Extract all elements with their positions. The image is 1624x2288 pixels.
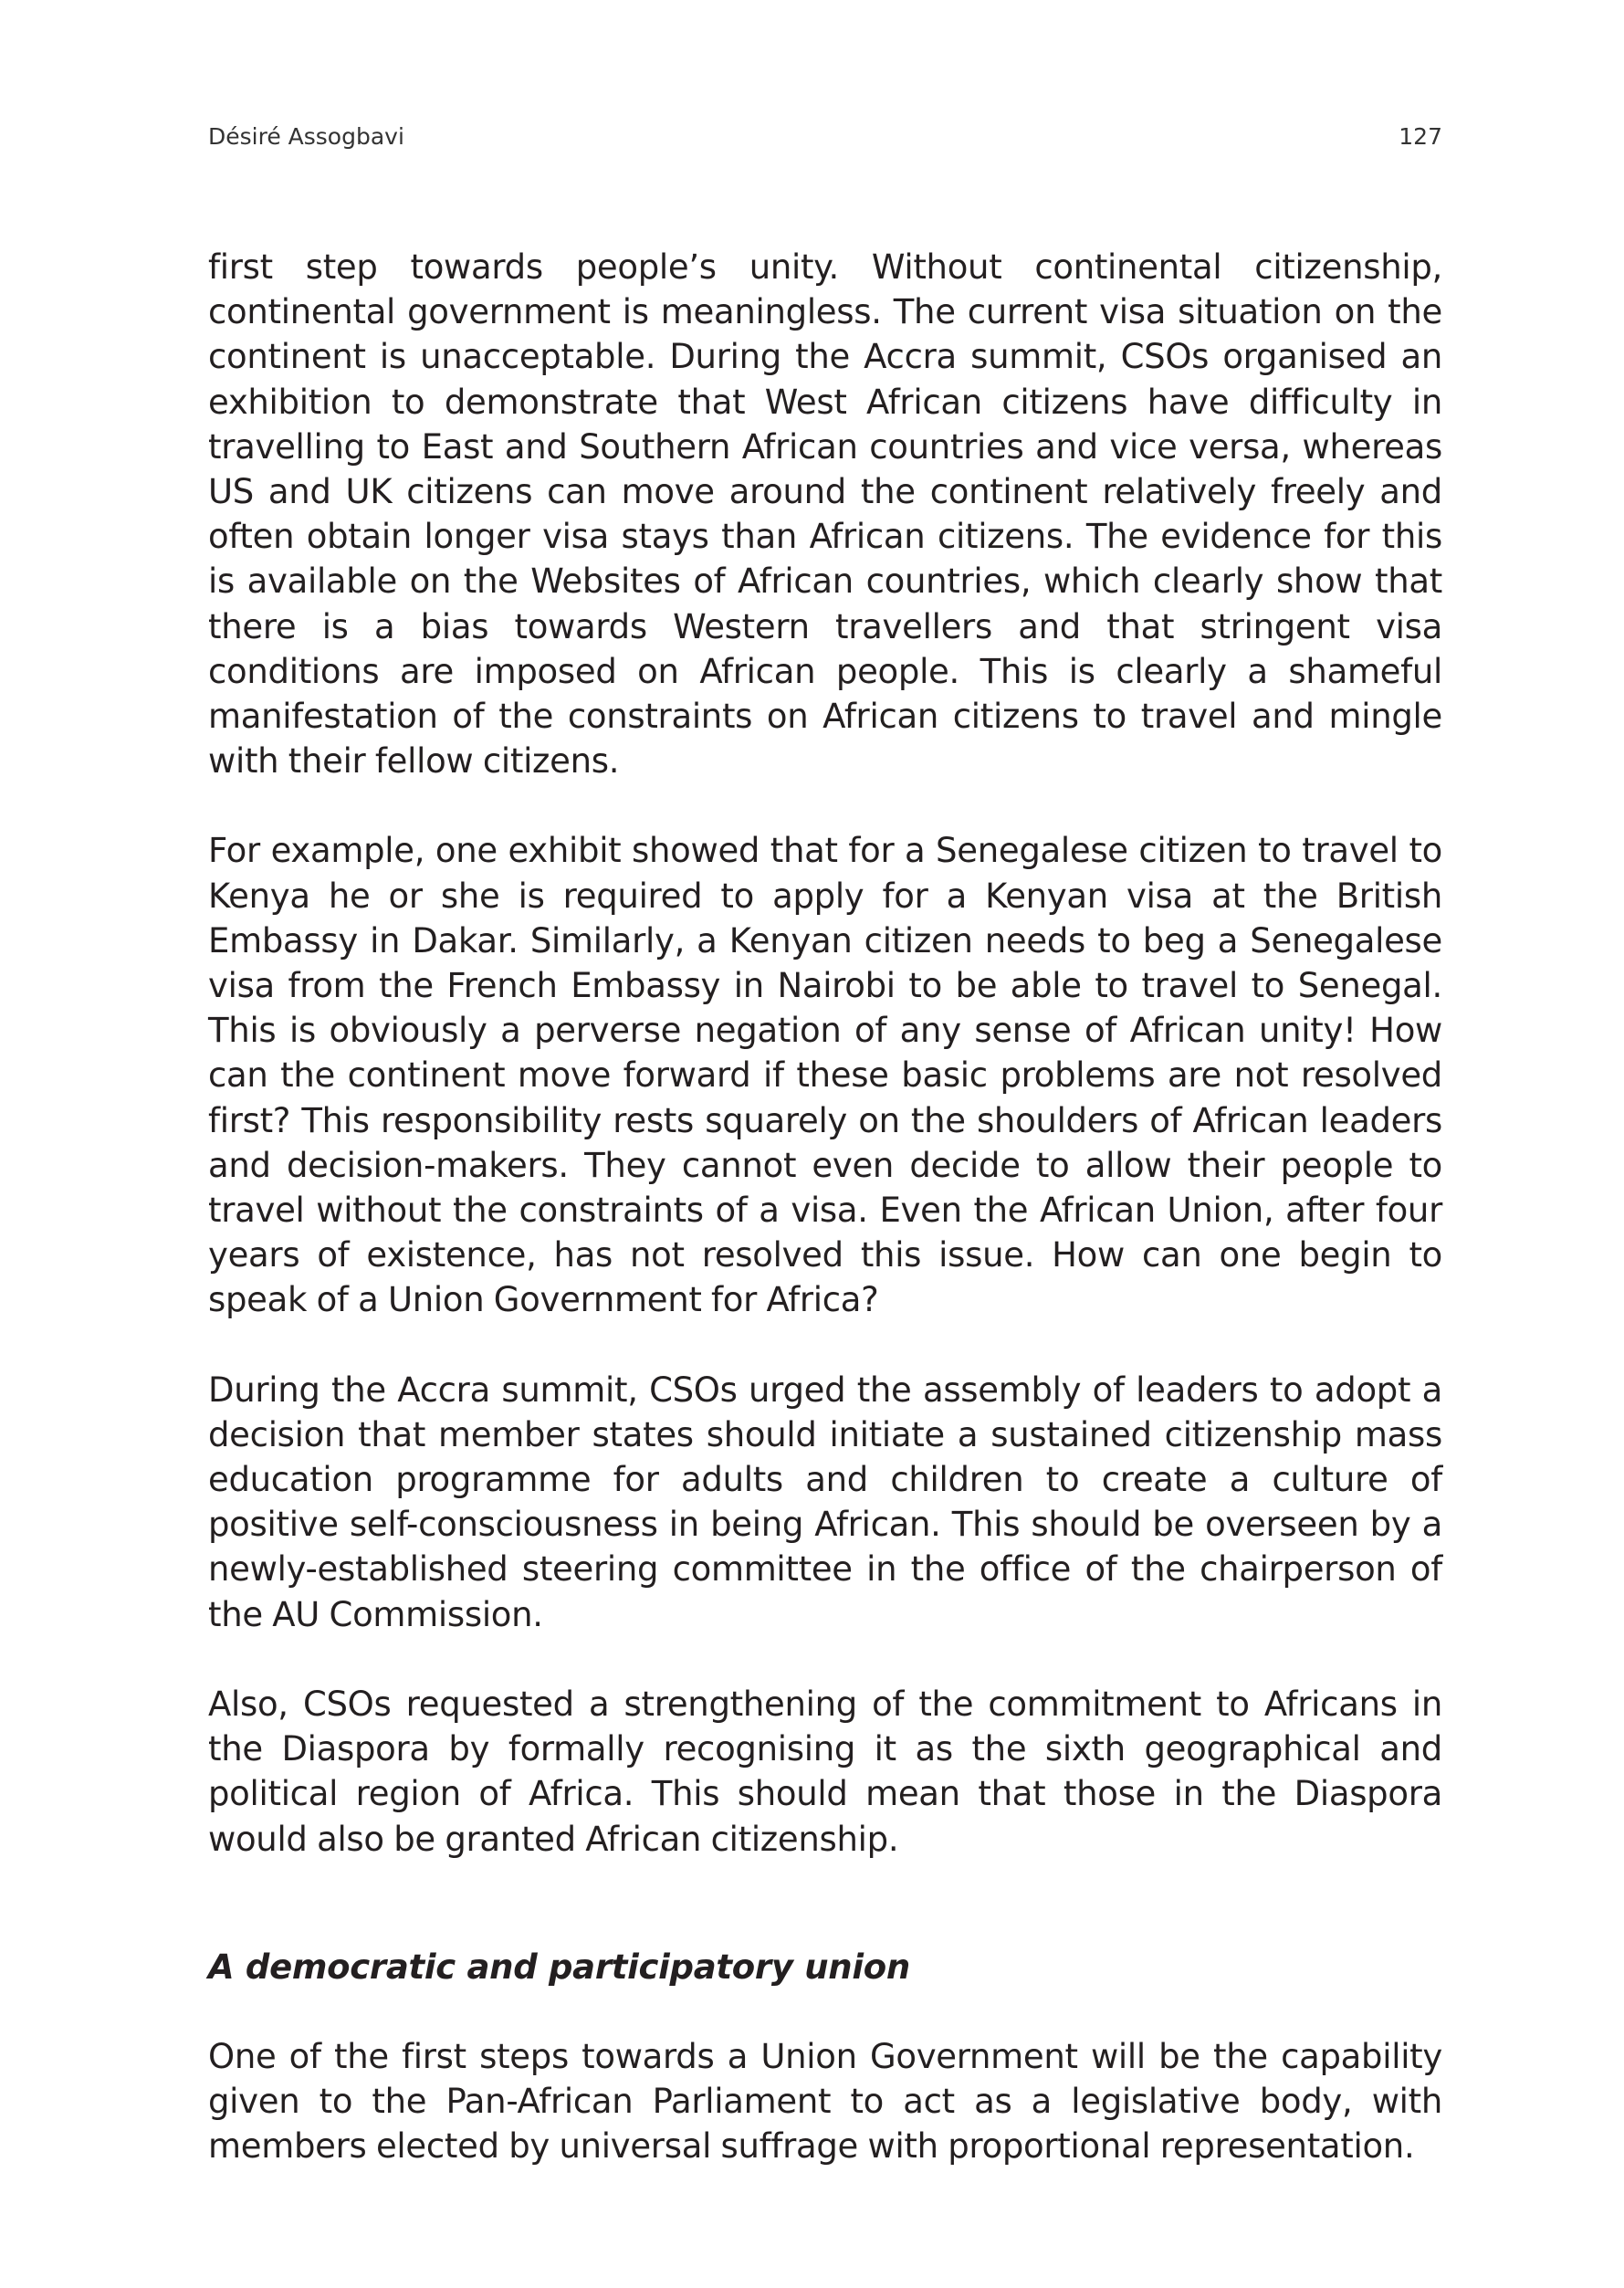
header-author: Désiré Assogbavi xyxy=(208,123,404,150)
paragraph-gap xyxy=(208,1323,1442,1368)
paragraph-visa-example: For example, one exhibit showed that for a Senegalese citizen to travel to Kenya he or she is required to apply for a Kenyan visa at the British Embassy in Dakar. Similarly, a Kenyan citizen needs to beg a Senegalese visa from the French Embassy in Nairobi to be able to travel to Senegal. This is obviously a perverse negation of any sense of African unity! How can the continent move forward if these basic problems are not resolved first? This responsibility rests squarely on the shoulders of African leaders and decision-makers. They cannot even decide to allow their people to travel without the constraints of a visa. Even the African Union, after four years of existence, has not resolved this issue. How can one begin to speak of a Union Government for Africa? xyxy=(208,831,1442,1320)
paragraph-gap xyxy=(208,1637,1442,1682)
paragraph-accra-summit: During the Accra summit, CSOs urged the assembly of leaders to adopt a decision that member states should initiate a sustained citizenship mass education programme for adults and children to create a culture of positive self-consciousness in being African. This should be overseen by a newly-established steering committee in the office of the chairperson of the AU Commission. xyxy=(208,1370,1442,1634)
running-header xyxy=(208,123,1442,160)
paragraph-continental-citizenship: first step towards people’s unity. Without continental citizenship, continental government is meaningless. The current visa situation on the continent is unacceptable. During the Accra summit, CSOs organised an exhibition to demonstrate that West African citizens have difficulty in travelling to East and Southern African countries and vice versa, whereas US and UK citizens can move around the continent relatively freely and often obtain longer visa stays than African citizens. The evidence for this is available on the Websites of African countries, which clearly show that there is a bias towards Western travellers and that stringent visa conditions are imposed on African people. This is clearly a shameful manifestation of the constraints on African citizens to travel and mingle with their fellow citizens. xyxy=(208,247,1442,782)
section-gap xyxy=(208,1862,1442,1945)
page-number: 127 xyxy=(1399,123,1442,150)
body-text xyxy=(208,245,1442,2169)
paragraph-diaspora: Also, CSOs requested a strengthening of the commitment to Africans in the Diaspora by formally recognising it as the sixth geographical and political region of Africa. This should mean that those in the Diaspora would also be granted African citizenship. xyxy=(208,1684,1442,1859)
paragraph-gap xyxy=(208,1989,1442,2034)
paragraph-pan-african-parliament: One of the first steps towards a Union Government will be the capability given to the Pan-African Parliament to act as a legislative body, with members elected by universal suffrage with proportional representation. xyxy=(208,2036,1442,2167)
paragraph-gap xyxy=(208,783,1442,828)
section-heading: A democratic and participatory union xyxy=(208,1947,910,1987)
